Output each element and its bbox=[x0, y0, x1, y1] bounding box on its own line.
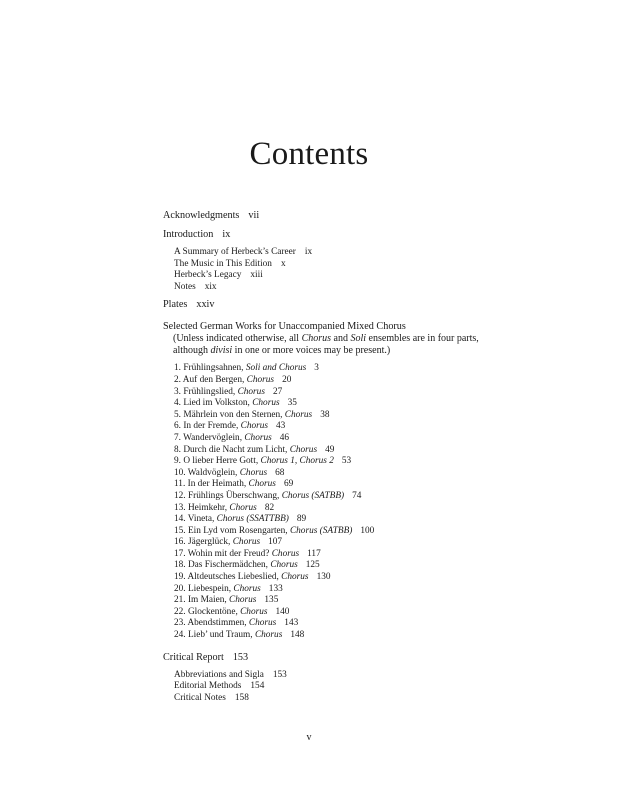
work-page: 125 bbox=[305, 560, 320, 571]
work-number: 4. bbox=[174, 398, 181, 409]
toc-entry-page: ix bbox=[222, 229, 231, 240]
work-number: 12. bbox=[174, 490, 186, 501]
work-title: Mährlein von den Sternen, bbox=[183, 409, 283, 420]
work-number: 14. bbox=[174, 514, 186, 525]
work-page: 3 bbox=[314, 363, 319, 374]
work-number: 7. bbox=[174, 432, 181, 443]
work-scoring: Chorus (SSATTBB) bbox=[216, 514, 289, 525]
toc-subentry bbox=[174, 259, 583, 271]
works-list bbox=[163, 363, 583, 641]
toc-subentry bbox=[174, 270, 583, 282]
toc-subentry bbox=[174, 282, 583, 294]
work-scoring: Chorus bbox=[248, 618, 277, 629]
work-page: 20 bbox=[282, 374, 292, 385]
work-item bbox=[174, 560, 583, 572]
toc-subentry-label: Abbreviations and Sigla bbox=[174, 669, 264, 680]
work-number: 21. bbox=[174, 595, 186, 606]
toc-subentry-label: Herbeck’s Legacy bbox=[174, 270, 242, 281]
work-page: 117 bbox=[307, 548, 321, 559]
toc-subentry bbox=[174, 670, 583, 682]
work-page: 38 bbox=[320, 409, 330, 420]
note-text: divisi bbox=[210, 345, 233, 357]
toc-entry-page: vii bbox=[248, 210, 260, 221]
work-item bbox=[174, 479, 583, 491]
work-item bbox=[174, 375, 583, 387]
work-number: 13. bbox=[174, 502, 186, 513]
work-number: 23. bbox=[174, 618, 186, 629]
work-page: 140 bbox=[275, 606, 290, 617]
work-scoring: Chorus bbox=[229, 595, 257, 606]
work-number: 16. bbox=[174, 537, 186, 548]
work-title: Wohin mit der Freud? bbox=[187, 548, 270, 559]
work-item bbox=[174, 503, 583, 515]
work-title: Wandervöglein, bbox=[183, 432, 243, 443]
toc-subentry bbox=[174, 681, 583, 693]
work-page: 135 bbox=[264, 595, 279, 606]
work-title: Ein Lyd vom Rosengarten, bbox=[187, 525, 288, 536]
work-page: 43 bbox=[276, 421, 286, 432]
toc-subentry-label: The Music in This Edition bbox=[174, 258, 272, 269]
work-scoring: Chorus bbox=[271, 548, 300, 559]
works-section-heading: Selected German Works for Unaccompanied Mixed Chorus bbox=[163, 321, 406, 333]
work-scoring: Chorus bbox=[244, 432, 272, 443]
note-text: ensembles are in four parts, bbox=[366, 333, 479, 345]
work-title: Abendstimmen, bbox=[187, 618, 247, 629]
toc-entry-label: Critical Report bbox=[163, 651, 224, 663]
work-item bbox=[174, 410, 583, 422]
toc-subentry-page: xix bbox=[204, 281, 217, 292]
work-scoring: Soli and Chorus bbox=[245, 363, 307, 374]
work-page: 27 bbox=[272, 386, 283, 397]
work-page: 68 bbox=[275, 467, 285, 478]
work-scoring: Chorus bbox=[237, 386, 265, 397]
work-title: Das Fischermädchen, bbox=[187, 560, 268, 571]
work-page: 130 bbox=[316, 572, 331, 583]
work-title: Vineta, bbox=[187, 514, 215, 525]
note-text: in one or more voices may be present.) bbox=[232, 345, 391, 357]
work-item bbox=[174, 363, 583, 375]
toc-subentry-label: A Summary of Herbeck’s Career bbox=[174, 247, 296, 257]
table-of-contents bbox=[163, 210, 583, 704]
work-page: 46 bbox=[279, 432, 290, 443]
toc-subentry-label: Notes bbox=[174, 281, 196, 292]
work-item bbox=[174, 456, 583, 468]
work-title: Jägerglück, bbox=[187, 537, 231, 548]
work-page: 74 bbox=[352, 490, 362, 501]
work-scoring: Chorus bbox=[240, 421, 269, 432]
work-number: 1. bbox=[174, 363, 181, 374]
work-item bbox=[174, 630, 583, 642]
work-title: Im Maien, bbox=[187, 595, 227, 606]
work-item bbox=[174, 572, 583, 584]
work-scoring: Chorus bbox=[248, 479, 276, 490]
toc-entry-acknowledgments bbox=[163, 210, 583, 222]
toc-entry-critical-report bbox=[163, 652, 583, 664]
work-page: 89 bbox=[296, 514, 307, 525]
work-title: Heimkehr, bbox=[187, 502, 228, 513]
toc-entry-page: xxiv bbox=[196, 299, 215, 311]
toc-subentry-page: ix bbox=[304, 247, 313, 257]
work-item bbox=[174, 387, 583, 399]
toc-subentry-label: Editorial Methods bbox=[174, 681, 242, 692]
toc-subentry bbox=[174, 247, 583, 259]
note-text: Soli bbox=[350, 333, 367, 345]
work-item bbox=[174, 468, 583, 480]
work-number: 22. bbox=[174, 606, 186, 617]
work-scoring: Chorus bbox=[232, 537, 261, 548]
work-scoring: Chorus bbox=[240, 606, 268, 617]
toc-subentry-label: Critical Notes bbox=[174, 692, 226, 703]
work-item bbox=[174, 514, 583, 526]
work-page: 69 bbox=[283, 479, 294, 490]
work-scoring: Chorus bbox=[229, 502, 257, 513]
work-page: 53 bbox=[341, 456, 352, 467]
work-scoring: Chorus 1, Chorus 2 bbox=[260, 456, 334, 467]
work-number: 24. bbox=[174, 630, 186, 641]
work-scoring: Chorus bbox=[233, 583, 261, 594]
work-page: 107 bbox=[268, 537, 283, 548]
toc-entry-label: Plates bbox=[163, 299, 188, 311]
work-number: 10. bbox=[174, 467, 186, 478]
introduction-subentries bbox=[163, 247, 583, 293]
work-scoring: Chorus bbox=[246, 374, 275, 385]
page-title: Contents bbox=[249, 136, 369, 172]
work-number: 17. bbox=[174, 548, 186, 559]
work-item bbox=[174, 584, 583, 596]
work-title: Altdeutsches Liebeslied, bbox=[187, 572, 279, 583]
works-section-note bbox=[163, 345, 583, 357]
work-number: 9. bbox=[174, 456, 181, 467]
work-title: Frühlingslied, bbox=[183, 386, 236, 397]
work-number: 3. bbox=[174, 386, 181, 397]
note-text: although bbox=[173, 345, 211, 357]
work-page: 143 bbox=[284, 618, 299, 629]
work-item bbox=[174, 491, 583, 503]
work-title: Frühlingsahnen, bbox=[183, 363, 244, 374]
work-page: 35 bbox=[287, 398, 297, 409]
work-number: 6. bbox=[174, 421, 181, 432]
work-title: Waldvöglein, bbox=[187, 467, 238, 478]
work-item bbox=[174, 526, 583, 538]
toc-entry-page: 153 bbox=[232, 651, 249, 663]
work-scoring: Chorus bbox=[239, 467, 268, 478]
work-title: Frühlings Überschwang, bbox=[187, 490, 280, 501]
toc-subentry bbox=[174, 693, 583, 705]
work-number: 8. bbox=[174, 444, 181, 455]
work-title: O lieber Herre Gott, bbox=[183, 456, 259, 467]
work-scoring: Chorus bbox=[289, 444, 318, 455]
work-scoring: Chorus (SATBB) bbox=[281, 490, 345, 501]
work-item bbox=[174, 421, 583, 433]
work-page: 148 bbox=[290, 630, 305, 641]
work-title: Auf den Bergen, bbox=[182, 374, 245, 385]
work-item bbox=[174, 433, 583, 445]
work-scoring: Chorus bbox=[281, 572, 309, 583]
work-page: 100 bbox=[360, 525, 375, 536]
toc-entry-label: Introduction bbox=[163, 229, 214, 240]
work-item bbox=[174, 537, 583, 549]
work-page: 133 bbox=[268, 583, 283, 594]
toc-subentry-page: x bbox=[280, 258, 286, 269]
page-number: v bbox=[306, 732, 312, 743]
toc-subentry-page: 153 bbox=[272, 669, 287, 680]
work-scoring: Chorus bbox=[252, 398, 280, 409]
work-number: 15. bbox=[174, 525, 186, 536]
work-page: 49 bbox=[325, 444, 335, 455]
work-item bbox=[174, 618, 583, 630]
work-item bbox=[174, 595, 583, 607]
work-number: 5. bbox=[174, 409, 181, 420]
work-title: In der Fremde, bbox=[183, 421, 239, 432]
work-scoring: Chorus bbox=[254, 630, 283, 641]
work-item bbox=[174, 607, 583, 619]
toc-entry-plates bbox=[163, 299, 583, 311]
work-number: 20. bbox=[174, 583, 186, 594]
note-text: Chorus bbox=[301, 333, 332, 345]
work-title: Lied im Volkston, bbox=[183, 398, 250, 409]
work-title: In der Heimath, bbox=[187, 479, 247, 490]
work-title: Lieb’ und Traum, bbox=[187, 630, 253, 641]
work-title: Durch die Nacht zum Licht, bbox=[183, 444, 288, 455]
work-page: 82 bbox=[264, 502, 275, 513]
note-text: and bbox=[331, 333, 351, 345]
work-title: Glockentöne, bbox=[187, 606, 238, 617]
work-scoring: Chorus (SATBB) bbox=[289, 525, 353, 536]
work-scoring: Chorus bbox=[284, 409, 313, 420]
work-number: 19. bbox=[174, 572, 186, 583]
toc-entry-label: Acknowledgments bbox=[163, 210, 240, 221]
work-item bbox=[174, 445, 583, 457]
toc-subentry-page: 158 bbox=[234, 692, 249, 703]
work-item bbox=[174, 398, 583, 410]
works-section-note bbox=[163, 333, 583, 345]
work-number: 18. bbox=[174, 560, 186, 571]
critical-subentries bbox=[163, 670, 583, 705]
work-number: 2. bbox=[174, 374, 181, 385]
toc-subentry-page: xiii bbox=[250, 270, 263, 281]
toc-subentry-page: 154 bbox=[250, 681, 265, 692]
work-number: 11. bbox=[174, 479, 186, 490]
work-title: Liebespein, bbox=[187, 583, 232, 594]
work-scoring: Chorus bbox=[270, 560, 298, 571]
note-text: (Unless indicated otherwise, all bbox=[173, 333, 302, 345]
toc-entry-introduction bbox=[163, 229, 583, 241]
work-item bbox=[174, 549, 583, 561]
